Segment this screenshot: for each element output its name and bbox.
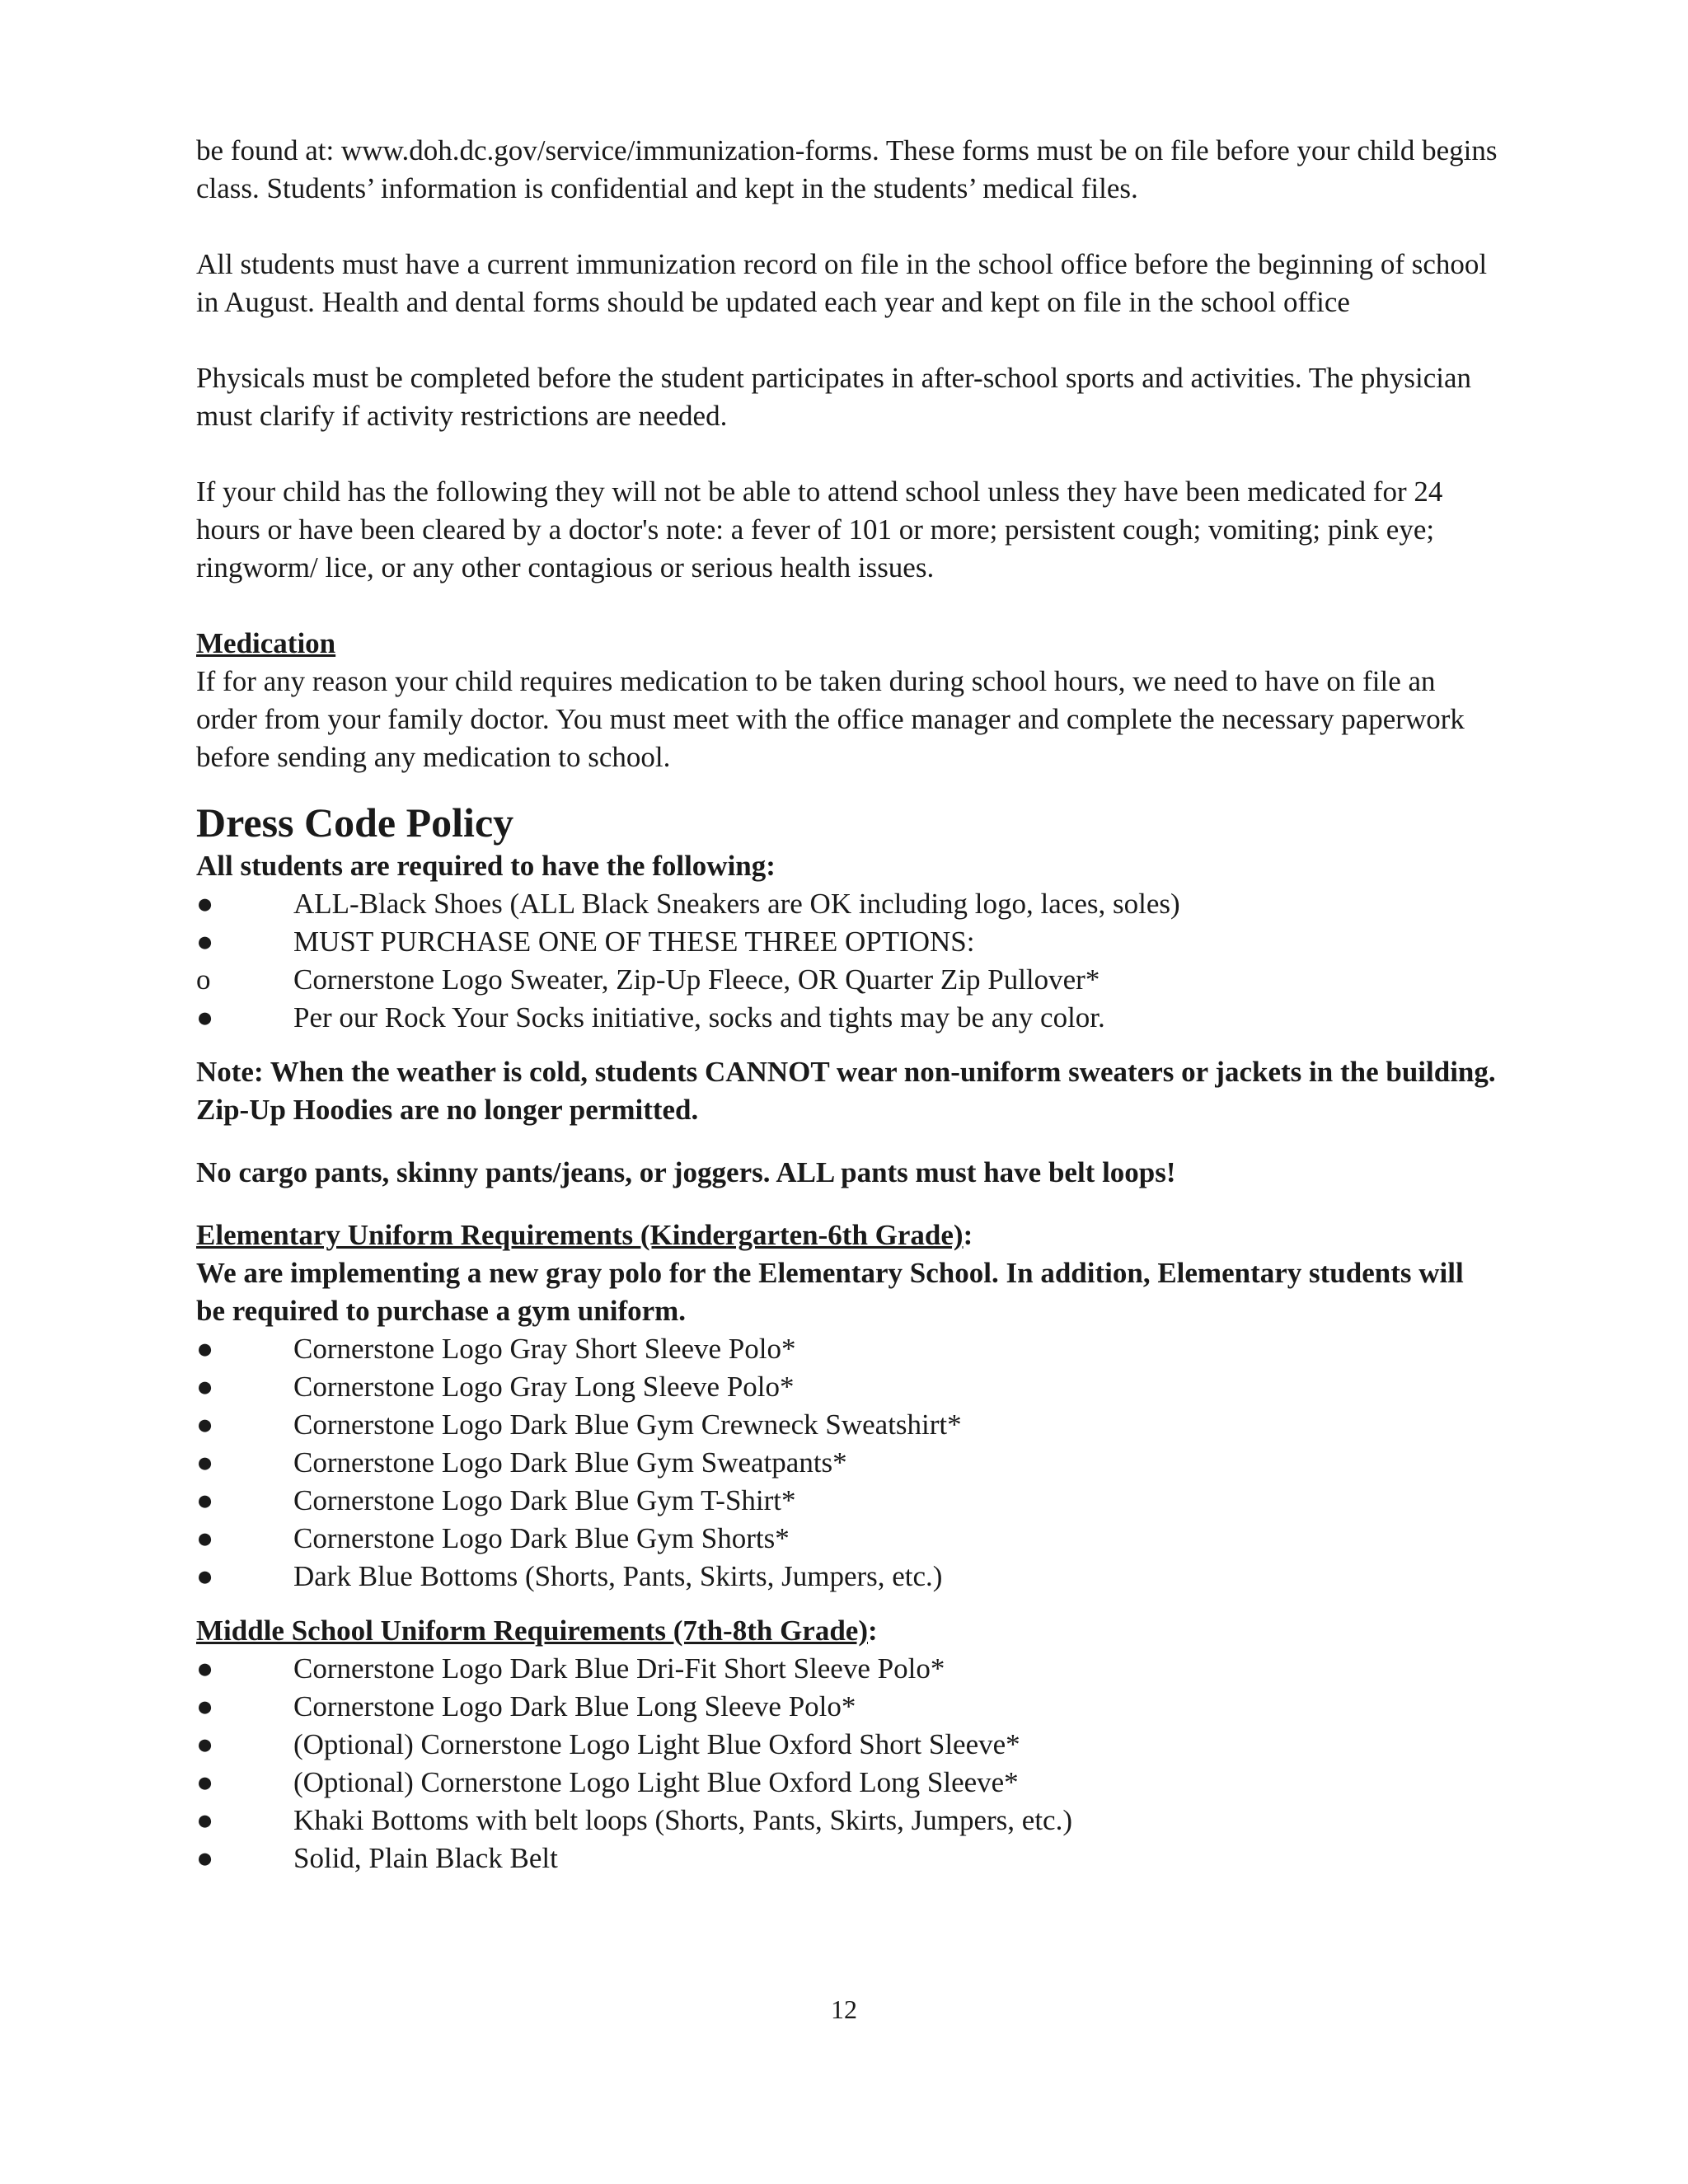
dress-code-title: Dress Code Policy: [196, 799, 514, 846]
list-item-text: (Optional) Cornerstone Logo Light Blue Oxford Short Sleeve*: [293, 1728, 1020, 1760]
dress-code-list: [196, 885, 1498, 1037]
list-item: [196, 1688, 1498, 1726]
immunization-record-paragraph: All students must have a current immunization record on file in the school office before the beginning of school in August. Health and dental forms should be updated each year and kept on file in the school office: [196, 248, 1488, 318]
bullet-icon: ●: [196, 1652, 214, 1685]
list-item: [196, 999, 1498, 1037]
document-page: [196, 132, 1498, 1877]
list-item-text: Cornerstone Logo Gray Long Sleeve Polo*: [293, 1371, 795, 1403]
list-item: [196, 885, 1498, 923]
illness-paragraph: If your child has the following they will not be able to attend school unless they have been medicated for 24 hours or have been cleared by a doctor's note: a fever of 101 or more; persistent cough; vomiting; pink eye; ringworm/ lice, or any other contagious or serious health issues.: [196, 476, 1443, 583]
bullet-icon: ●: [196, 1484, 214, 1516]
list-item: [196, 1650, 1498, 1688]
list-item-text: Cornerstone Logo Dark Blue Gym Sweatpants*: [293, 1446, 847, 1479]
bullet-icon: ●: [196, 1560, 214, 1592]
bullet-icon: ●: [196, 1842, 214, 1874]
bullet-icon: ●: [196, 1766, 214, 1798]
elementary-heading-colon: :: [963, 1219, 973, 1251]
list-item: [196, 1840, 1498, 1877]
list-item-text: Per our Rock Your Socks initiative, socks and tights may be any color.: [293, 1001, 1105, 1033]
list-item-text: Dark Blue Bottoms (Shorts, Pants, Skirts, Jumpers, etc.): [293, 1560, 943, 1592]
list-item: [196, 923, 1498, 961]
list-item-text: Cornerstone Logo Dark Blue Dri-Fit Short Sleeve Polo*: [293, 1652, 945, 1685]
list-item: [196, 1764, 1498, 1802]
medication-paragraph: If for any reason your child requires medication to be taken during school hours, we need to have on file an order from your family doctor. You must meet with the office manager and complete the necessary paperwork before sending any medication to school.: [196, 665, 1465, 773]
bullet-icon: ●: [196, 1371, 214, 1403]
list-item: [196, 1802, 1498, 1840]
list-item-text: (Optional) Cornerstone Logo Light Blue Oxford Long Sleeve*: [293, 1766, 1019, 1798]
middle-school-heading: [196, 1612, 1498, 1650]
medication-heading: Medication: [196, 627, 336, 659]
list-item-text: Cornerstone Logo Dark Blue Gym Shorts*: [293, 1522, 790, 1554]
list-item: [196, 1726, 1498, 1764]
list-item-text: MUST PURCHASE ONE OF THESE THREE OPTIONS:: [293, 926, 975, 958]
elementary-heading: [196, 1216, 1498, 1254]
bullet-icon: ●: [196, 1333, 214, 1365]
list-item-text: Cornerstone Logo Gray Short Sleeve Polo*: [293, 1333, 796, 1365]
cold-weather-note: Note: When the weather is cold, students CANNOT wear non-uniform sweaters or jackets in the building. Zip-Up Hoodies are no longer permitted.: [196, 1056, 1496, 1126]
elementary-heading-text: Elementary Uniform Requirements (Kindergarten-6th Grade): [196, 1219, 964, 1251]
physicals-paragraph: Physicals must be completed before the student participates in after-school sports and activities. The physician must clarify if activity restrictions are needed.: [196, 362, 1471, 432]
elementary-list: [196, 1330, 1498, 1596]
middle-school-heading-text: Middle School Uniform Requirements (7th-8th Grade): [196, 1615, 868, 1647]
list-item: [196, 1482, 1498, 1520]
list-item: [196, 1444, 1498, 1482]
bullet-icon: ●: [196, 888, 214, 920]
list-item: [196, 1330, 1498, 1368]
bullet-icon: ●: [196, 1408, 214, 1441]
bullet-icon: ●: [196, 1001, 214, 1033]
list-item-text: Cornerstone Logo Sweater, Zip-Up Fleece, OR Quarter Zip Pullover*: [293, 963, 1100, 996]
elementary-intro: We are implementing a new gray polo for the Elementary School. In addition, Elementary students will be required to purchase a gym uniform.: [196, 1257, 1464, 1327]
bullet-icon: ●: [196, 1728, 214, 1760]
list-item-text: ALL-Black Shoes (ALL Black Sneakers are OK including logo, laces, soles): [293, 888, 1180, 920]
bullet-icon: ●: [196, 1522, 214, 1554]
list-item-text: Cornerstone Logo Dark Blue Gym Crewneck Sweatshirt*: [293, 1408, 962, 1441]
list-item: [196, 1406, 1498, 1444]
immunization-forms-paragraph: be found at: www.doh.dc.gov/service/immunization-forms. These forms must be on file before your child begins class. Students’ information is confidential and kept in the students’ medical files.: [196, 134, 1498, 204]
list-item-text: Cornerstone Logo Dark Blue Long Sleeve Polo*: [293, 1690, 856, 1722]
pants-rule: No cargo pants, skinny pants/jeans, or joggers. ALL pants must have belt loops!: [196, 1156, 1176, 1188]
bullet-icon: ●: [196, 1804, 214, 1836]
list-item-text: Cornerstone Logo Dark Blue Gym T-Shirt*: [293, 1484, 796, 1516]
list-item-text: Khaki Bottoms with belt loops (Shorts, Pants, Skirts, Jumpers, etc.): [293, 1804, 1072, 1836]
list-item: [196, 1558, 1498, 1596]
list-item: [196, 961, 1498, 999]
bullet-icon: ●: [196, 926, 214, 958]
middle-school-heading-colon: :: [868, 1615, 878, 1647]
list-item: [196, 1520, 1498, 1558]
middle-school-list: [196, 1650, 1498, 1877]
list-item-text: Solid, Plain Black Belt: [293, 1842, 558, 1874]
bullet-icon: ●: [196, 1446, 214, 1479]
page-number: 12: [831, 1994, 857, 2024]
list-item: [196, 1368, 1498, 1406]
required-items-label: All students are required to have the following:: [196, 850, 776, 882]
circle-bullet-icon: o: [196, 963, 211, 996]
bullet-icon: ●: [196, 1690, 214, 1722]
